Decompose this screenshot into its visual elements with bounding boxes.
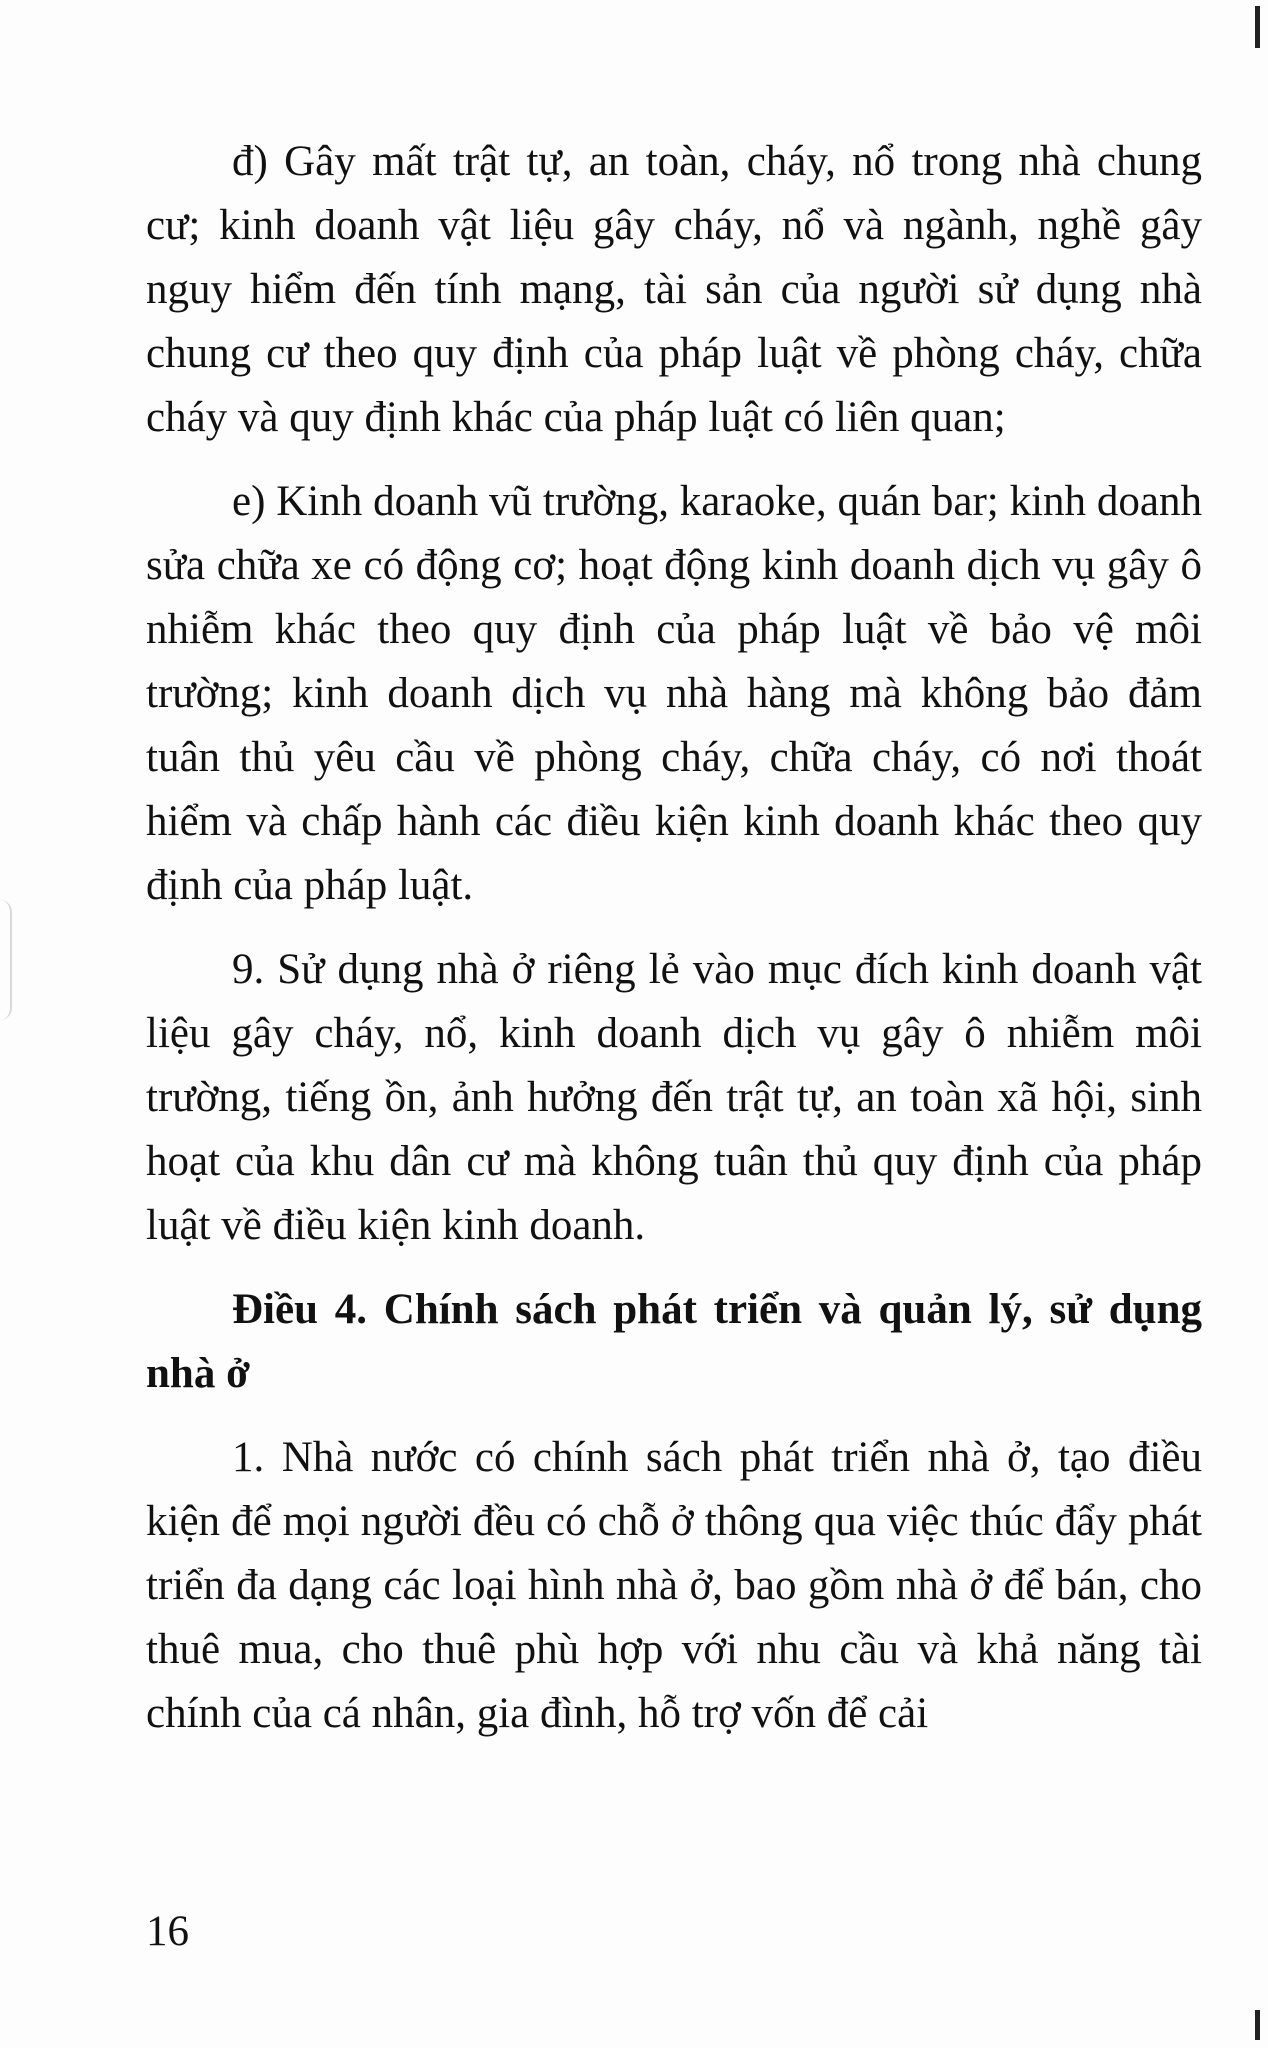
- paragraph-d: đ) Gây mất trật tự, an toàn, cháy, nổ trong nhà chung cư; kinh doanh vật liệu gây cháy, nổ và ngành, nghề gây nguy hiểm đến tính mạng, tài sản của người sử dụng nhà chung cư theo quy định của pháp luật về phòng cháy, chữa cháy và quy định khác của pháp luật có liên quan;: [146, 138, 1202, 441]
- paragraph-e: e) Kinh doanh vũ trường, karaoke, quán bar; kinh doanh sửa chữa xe có động cơ; hoạt động kinh doanh dịch vụ gây ô nhiễm khác theo quy định của pháp luật về bảo vệ môi trường; kinh doanh dịch vụ nhà hàng mà không bảo đảm tuân thủ yêu cầu về phòng cháy, chữa cháy, có nơi thoát hiểm và chấp hành các điều kiện kinh doanh khác theo quy định của pháp luật.: [146, 478, 1202, 909]
- paragraph-9: 9. Sử dụng nhà ở riêng lẻ vào mục đích kinh doanh vật liệu gây cháy, nổ, kinh doanh dịch vụ gây ô nhiễm môi trường, tiếng ồn, ảnh hưởng đến trật tự, an toàn xã hội, sinh hoạt của khu dân cư mà không tuân thủ quy định của pháp luật về điều kiện kinh doanh.: [146, 946, 1202, 1249]
- article-heading: Điều 4. Chính sách phát triển và quản lý, sử dụng nhà ở: [146, 1286, 1202, 1397]
- article-paragraph-1: 1. Nhà nước có chính sách phát triển nhà ở, tạo điều kiện để mọi người đều có chỗ ở thông qua việc thúc đẩy phát triển đa dạng các loại hình nhà ở, bao gồm nhà ở để bán, cho thuê mua, cho thuê phù hợp với nhu cầu và khả năng tài chính của cá nhân, gia đình, hỗ trợ vốn để cải: [146, 1434, 1202, 1737]
- scan-edge-mark-bottom: [1255, 2010, 1260, 2040]
- scan-edge-shadow: [0, 900, 12, 1020]
- scan-edge-mark: [1255, 6, 1260, 48]
- body-text: [146, 130, 1202, 1746]
- page-number: 16: [146, 1908, 189, 1955]
